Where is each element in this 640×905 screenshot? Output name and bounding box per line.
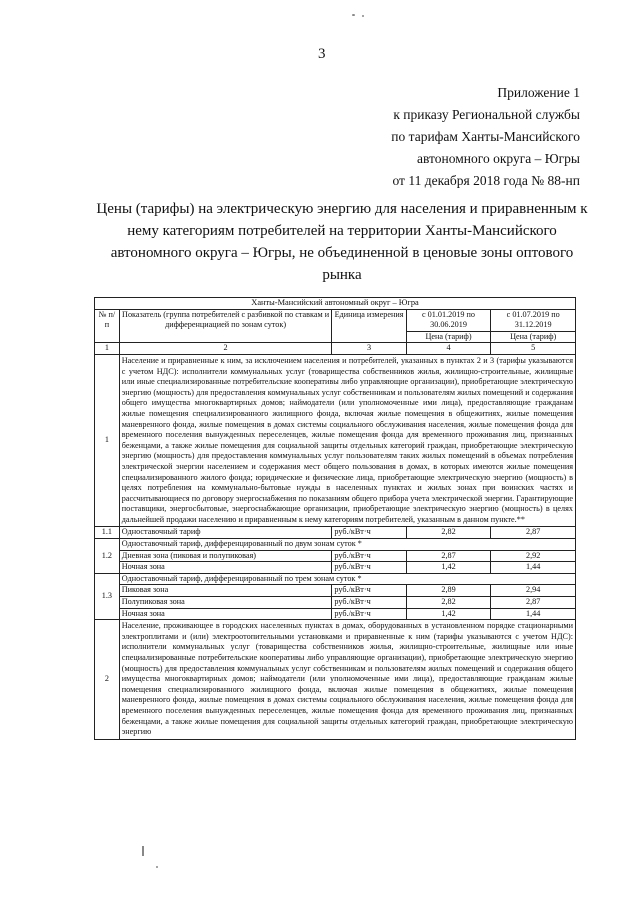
appendix-line: Приложение 1 — [497, 85, 580, 100]
header-period-2: с 01.07.2019 по 31.12.2019 — [491, 309, 576, 331]
tariff-label: Ночная зона — [119, 608, 332, 620]
appendix-line: автономного округа – Югры — [417, 151, 580, 166]
tariff-label: Ночная зона — [119, 562, 332, 574]
tariff-price-2: 2,94 — [491, 585, 576, 597]
region-header: Ханты-Мансийский автономный округ – Югра — [95, 298, 576, 310]
row-1-num: 1 — [95, 354, 120, 527]
row-1-2-num: 1.2 — [95, 539, 120, 574]
row-1-1-num: 1.1 — [95, 527, 120, 539]
column-number: 1 — [95, 343, 120, 355]
header-period-1: с 01.01.2019 по 30.06.2019 — [406, 309, 491, 331]
tariff-price-1: 2,87 — [406, 550, 491, 562]
tariff-unit: руб./кВт·ч — [332, 562, 406, 574]
appendix-line: по тарифам Ханты-Мансийского — [391, 129, 580, 144]
tariff-price-1: 2,89 — [406, 585, 491, 597]
table-row — [95, 562, 576, 574]
column-number: 2 — [119, 343, 332, 355]
row-2-num: 2 — [95, 620, 120, 740]
table-row — [95, 585, 576, 597]
table-row — [95, 527, 576, 539]
header-num: № п/п — [95, 309, 120, 343]
tariff-label: Дневная зона (пиковая и полупиковая) — [119, 550, 332, 562]
scan-speck — [362, 15, 364, 17]
appendix-block — [391, 82, 580, 192]
tariff-label: Полупиковая зона — [119, 597, 332, 609]
appendix-line: к приказу Региональной службы — [393, 107, 580, 122]
tariff-label: Пиковая зона — [119, 585, 332, 597]
tariff-unit: руб./кВт·ч — [332, 608, 406, 620]
table-row — [95, 550, 576, 562]
tariff-price-1: 2,82 — [406, 527, 491, 539]
tariff-price-2: 1,44 — [491, 608, 576, 620]
row-2-description: Население, проживающее в городских населенных пунктах в домах, оборудованных в установленном порядке стационарными электроплитами и (или) электроотопительными установками и приравненные к ним (тарифы указываются с учетом НДС): исполнители коммунальных услуг (товарищества собственников жилья, жилищно-строительные, жилищные или иные специализированные потребительские кооперативы либо управляющие организации), приобретающие электрическую энергию (мощность) для предоставления коммунальных услуг собственникам и пользователям жилых помещений и содержания общего имущества многоквартирных домов; наймодатели (или уполномоченные ими лица), предоставляющие гражданам жилые помещения специализированного жилищного фонда, включая жилые помещения в общежитиях, жилые помещения маневренного фонда, жилые помещения в домах системы социального обслуживания населения, жилые помещения фонда для временного поселения вынужденных переселенцев, жилые помещения фонда для временного проживания лиц, признанных беженцами, а также жилые помещения для социальной защиты отдельных категорий граждан, приобретающие электрическую энергию — [119, 620, 575, 740]
tariff-label: Одноставочный тариф — [119, 527, 332, 539]
tariff-price-2: 2,92 — [491, 550, 576, 562]
page-number: 3 — [318, 46, 326, 62]
tariff-price-2: 2,87 — [491, 597, 576, 609]
tariff-price-1: 1,42 — [406, 562, 491, 574]
tariff-group-label: Одноставочный тариф, дифференцированный по трем зонам суток * — [119, 573, 575, 585]
tariff-price-2: 1,44 — [491, 562, 576, 574]
header-indicator: Показатель (группа потребителей с разбивкой по ставкам и дифференциацией по зонам суток) — [119, 309, 332, 343]
tariff-price-1: 2,82 — [406, 597, 491, 609]
row-1-description: Население и приравненные к ним, за исключением населения и потребителей, указанных в пунктах 2 и 3 (тарифы указываются с учетом НДС): исполнители коммунальных услуг (товарищества собственников жилья, жилищно-строительные, жилищные или иные специализированные потребительские кооперативы либо управляющие организации), приобретающие электрическую энергию (мощность) для предоставления коммунальных услуг собственникам и пользователям жилых помещений и содержания общего имущества многоквартирных домов; наймодатели (или уполномоченные ими лица), предоставляющие гражданам жилые помещения специализированного жилищного фонда, включая жилые помещения в общежитиях, жилые помещения маневренного фонда, жилые помещения в домах системы социального обслуживания населения, жилые помещения фонда для временного поселения вынужденных переселенцев, жилые помещения фонда для временного проживания лиц, признанных беженцами, а также жилые помещения для социальной защиты отдельных категорий граждан, приобретающие электрическую энергию (мощность) для предоставления коммунальных услуг пользователям таких жилых помещений в объемах потребления электрической энергии населением и содержания мест общего пользования в домах, в которых имеются жилые помещения специализированного жилого фонда; юридические и физические лица, приобретающие электрическую энергию (мощность) в целях потребления на коммунально-бытовые нужды в населенных пунктах и жилых зонах при воинских частях и рассчитывающиеся по договору энергоснабжения по показаниям общего прибора учета электрической энергии. Гарантирующие поставщики, энергосбытовые, энергоснабжающие организации, приобретающие электрическую энергию (мощность) в целях дальнейшей продажи населению и приравненным к нему категориям потребителей, указанным в данном пункте.** — [119, 354, 575, 527]
appendix-line: от 11 декабря 2018 года № 88-нп — [392, 173, 580, 188]
header-unit: Единица измерения — [332, 309, 406, 343]
tariff-price-2: 2,87 — [491, 527, 576, 539]
tariff-group-label: Одноставочный тариф, дифференцированный по двум зонам суток * — [119, 539, 575, 551]
scan-speck — [156, 866, 158, 868]
tariff-unit: руб./кВт·ч — [332, 585, 406, 597]
tariff-table — [94, 297, 576, 740]
scan-speck — [142, 846, 144, 856]
tariff-unit: руб./кВт·ч — [332, 597, 406, 609]
row-1-3-num: 1.3 — [95, 573, 120, 619]
table-row — [95, 608, 576, 620]
document-title: Цены (тарифы) на электрическую энергию для населения и приравненным к нему категориям потребителей на территории Ханты-Мансийского автономного округа – Югры, не объединенной в ценовые зоны оптового рынка — [96, 201, 588, 283]
tariff-unit: руб./кВт·ч — [332, 527, 406, 539]
column-number: 5 — [491, 343, 576, 355]
scan-speck — [352, 14, 355, 16]
header-price-1: Цена (тариф) — [406, 331, 491, 343]
column-number: 4 — [406, 343, 491, 355]
table-row — [95, 597, 576, 609]
tariff-unit: руб./кВт·ч — [332, 550, 406, 562]
tariff-price-1: 1,42 — [406, 608, 491, 620]
header-price-2: Цена (тариф) — [491, 331, 576, 343]
column-number: 3 — [332, 343, 406, 355]
